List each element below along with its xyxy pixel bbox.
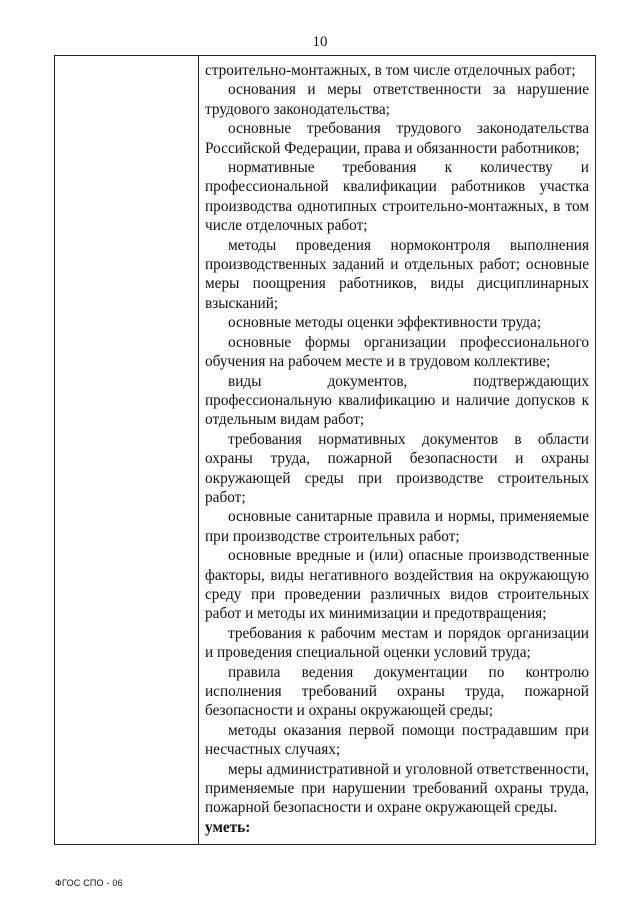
footer-document-code: ФГОС СПО - 06 xyxy=(55,878,123,888)
table-left-column xyxy=(55,56,199,844)
requirement-item: требования к рабочим местам и порядок организации и проведения специальной оценки условий труда; xyxy=(205,624,589,662)
requirement-item: основные формы организации профессионального обучения на рабочем месте и в трудовом коллективе; xyxy=(205,333,589,371)
requirement-item: основные вредные и (или) опасные производственные факторы, виды негативного воздействия на окружающую среду при проведении различных видов строительных работ и методы их минимизации и предотвращения; xyxy=(205,547,589,623)
requirement-item: требования нормативных документов в области охраны труда, пожарной безопасности и охраны окружающей среды при производстве строительных работ; xyxy=(205,430,589,506)
requirements-table xyxy=(54,55,596,845)
skills-heading: уметь: xyxy=(205,818,251,836)
page-number: 10 xyxy=(312,34,328,50)
requirement-item: основные санитарные правила и нормы, применяемые при производстве строительных работ; xyxy=(205,508,589,545)
requirement-item: нормативные требования к количеству и профессиональной квалификации работников участка производства однотипных строительно-монтажных, в том числе отделочных работ; xyxy=(205,159,589,235)
requirement-item: методы проведения нормоконтроля выполнения производственных заданий и отдельных работ; основные меры поощрения работников, виды дисциплинарных взысканий; xyxy=(205,236,589,312)
requirement-item: виды документов, подтверждающих профессиональную квалификацию и наличие допусков к отдельным видам работ; xyxy=(205,372,589,429)
table-right-column xyxy=(201,56,593,844)
requirement-item: методы оказания первой помощи пострадавшим при несчастных случаях; xyxy=(205,721,589,759)
requirement-item: основные требования трудового законодательства Российской Федерации, права и обязанности работников; xyxy=(205,120,589,157)
requirement-item: основания и меры ответственности за нарушение трудового законодательства; xyxy=(205,81,589,118)
requirement-item: правила ведения документации по контролю исполнения требований охраны труда, пожарной безопасности и охраны окружающей среды; xyxy=(205,663,589,720)
requirement-item: меры административной и уголовной ответственности, применяемые при нарушении требований охраны труда, пожарной безопасности и охране окружающей среды. xyxy=(205,760,589,817)
requirement-item: основные методы оценки эффективности труда; xyxy=(228,314,542,332)
requirement-item: строительно-монтажных, в том числе отделочных работ; xyxy=(205,62,576,79)
